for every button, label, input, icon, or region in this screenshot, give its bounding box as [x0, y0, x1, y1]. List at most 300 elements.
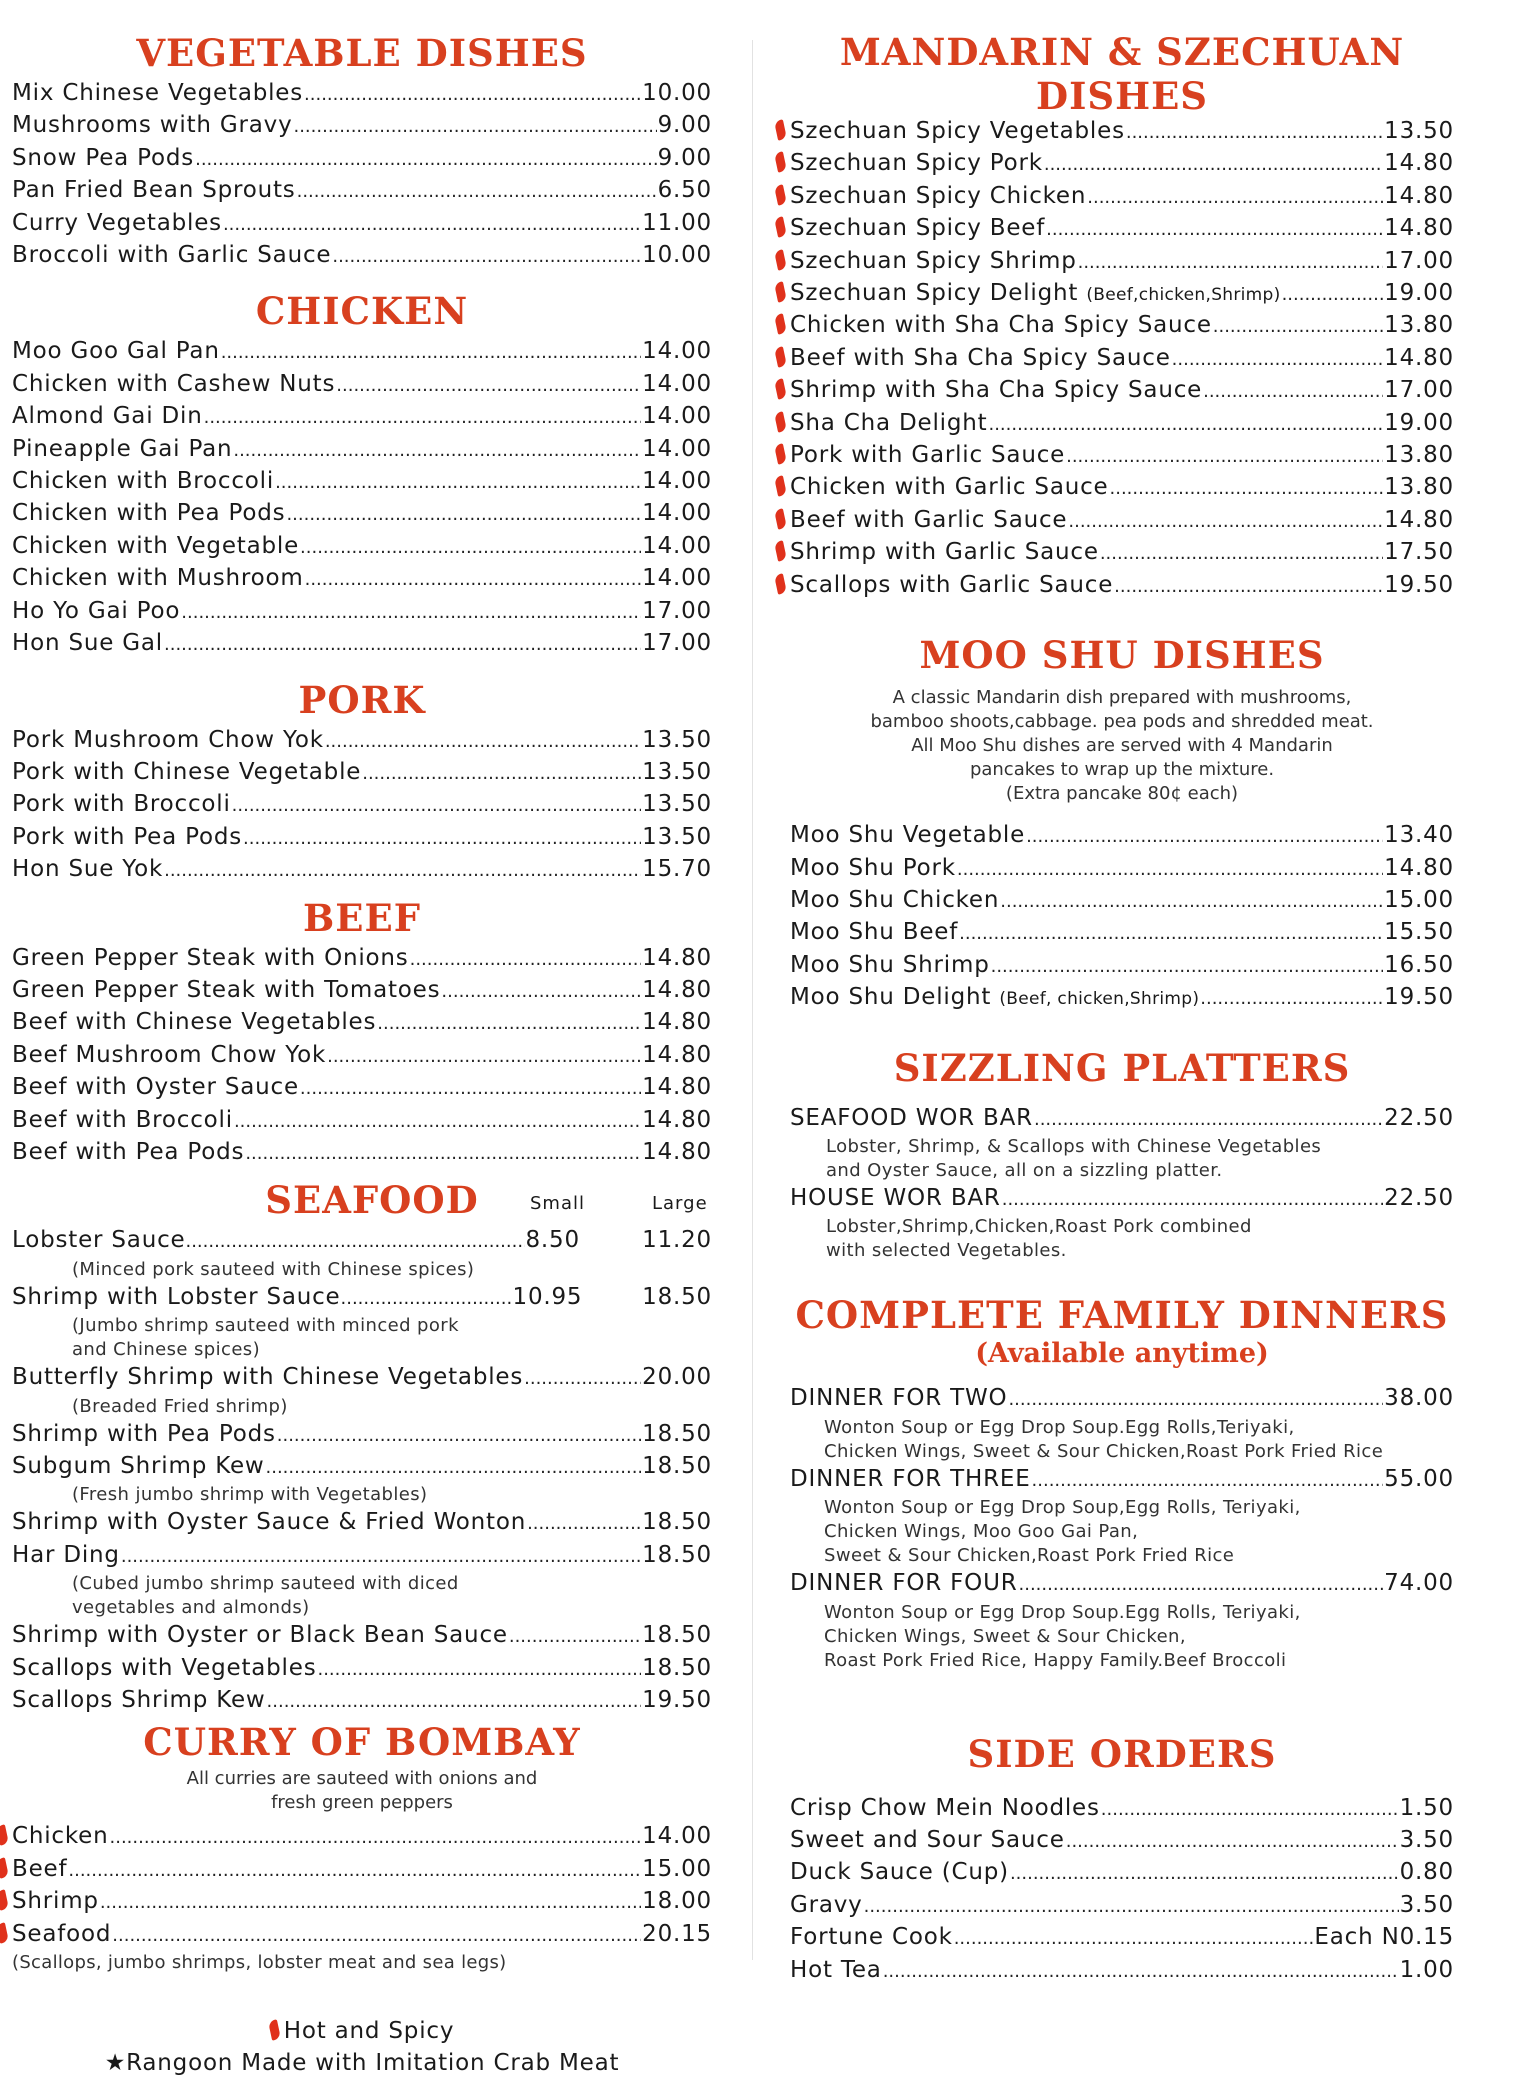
sides-title: SIDE ORDERS — [967, 1731, 1277, 1776]
item-price: 13.50 — [642, 791, 712, 818]
dot-leader — [204, 403, 642, 433]
item-name: Szechuan Spicy Pork — [790, 150, 1043, 177]
item-note: (Minced pork sauteed with Chinese spices) — [72, 1258, 475, 1280]
menu-item — [790, 917, 1454, 949]
menu-item — [12, 369, 712, 401]
menu-item — [12, 1886, 712, 1918]
menu-item — [790, 148, 1454, 180]
item-name: Moo Shu Shrimp — [790, 951, 990, 978]
item-name: Ho Yo Gai Poo — [12, 597, 181, 624]
item-name: Pineapple Gai Pan — [12, 435, 233, 462]
chili-pepper-icon — [774, 346, 787, 367]
sizzling-section — [790, 1043, 1454, 1264]
item-price: 3.50 — [1399, 1891, 1454, 1918]
dot-leader — [1044, 150, 1383, 180]
item-price: 19.50 — [1384, 571, 1454, 598]
chili-pepper-icon — [774, 476, 787, 497]
item-price: 18.00 — [642, 1888, 712, 1915]
item-price: 13.40 — [1384, 822, 1454, 849]
dot-leader — [1172, 345, 1383, 375]
curry-intro: fresh green peppers — [271, 1792, 453, 1814]
item-name: Green Pepper Steak with Onions — [12, 944, 409, 971]
item-note: Roast Pork Fried Rice, Happy Family.Beef Broccoli — [824, 1649, 1287, 1671]
item-name: Chicken with Garlic Sauce — [790, 474, 1109, 501]
menu-item: Har Ding ..... 18.50 — [12, 1540, 712, 1572]
item-name: Beef with Oyster Sauce — [12, 1074, 299, 1101]
menu-item: Shrimp with Oyster or Black Bean Sauce ..... 18.50 — [12, 1620, 712, 1652]
item-name: Moo Shu Pork — [790, 854, 956, 881]
item-name: Szechuan Spicy Chicken — [790, 182, 1087, 209]
item-price: 10.00 — [642, 80, 712, 106]
chili-pepper-icon — [774, 573, 787, 594]
menu-item — [12, 1072, 712, 1104]
chili-pepper-icon — [774, 119, 787, 140]
dot-leader — [332, 242, 641, 272]
item-extra: (Beef, chicken,Shrimp) — [999, 989, 1200, 1010]
item-name: Chicken with Broccoli — [12, 468, 275, 495]
item-note: and Chinese spices) — [72, 1339, 260, 1361]
item-price: 16.50 — [1384, 951, 1454, 978]
menu-item — [12, 1007, 712, 1039]
item-name: Beef with Sha Cha Spicy Sauce — [790, 344, 1171, 371]
item-price: 10.00 — [642, 242, 712, 269]
dot-leader — [304, 80, 641, 110]
family-section — [790, 1293, 1454, 1672]
chicken-section — [12, 286, 712, 660]
vegetable-section — [12, 28, 712, 272]
menu-item — [12, 1821, 712, 1853]
menu-item — [12, 401, 712, 433]
dot-leader — [325, 727, 641, 757]
item-name: Szechuan Spicy Beef — [790, 215, 1046, 242]
dot-leader — [286, 500, 641, 530]
left-column — [12, 28, 712, 2079]
item-price: 14.00 — [642, 565, 712, 592]
menu-item — [12, 563, 712, 595]
item-price: 15.00 — [642, 1855, 712, 1882]
item-price: 1.50 — [1399, 1794, 1454, 1821]
dot-leader — [1066, 442, 1383, 472]
dot-leader — [232, 791, 641, 821]
item-note: Wonton Soup or Egg Drop Soup.Egg Rolls,Teriyaki, — [824, 1416, 1295, 1438]
curry-list — [12, 1821, 712, 1951]
dot-leader — [954, 1924, 1314, 1954]
mooshu-section — [790, 630, 1454, 1014]
item-name: Moo Shu Beef — [790, 919, 959, 946]
menu-item — [12, 1919, 712, 1951]
item-price: 14.00 — [642, 532, 712, 559]
dot-leader — [1213, 312, 1383, 342]
chili-pepper-icon — [268, 2019, 281, 2040]
mooshu-list — [790, 820, 1454, 1014]
item-price: 14.00 — [642, 403, 712, 430]
menu-item: Shrimp with Oyster Sauce & Fried Wonton ..... 18.50 — [12, 1507, 712, 1539]
item-price: 14.80 — [642, 944, 712, 971]
item-name: Duck Sauce (Cup) — [790, 1859, 1009, 1886]
menu-item — [790, 1955, 1454, 1987]
menu-item: HOUSE WOR BAR ..... 22.50 — [790, 1183, 1454, 1215]
item-price: 14.00 — [642, 1823, 712, 1850]
menu-item — [12, 854, 712, 886]
item-name: Almond Gai Din — [12, 403, 203, 430]
menu-item — [12, 1105, 712, 1137]
menu-item — [790, 375, 1454, 407]
item-price: 15.50 — [1384, 919, 1454, 946]
item-price: 9.00 — [657, 112, 712, 139]
dot-leader — [1114, 572, 1383, 602]
chili-pepper-icon — [774, 443, 787, 464]
item-price: 14.80 — [642, 1041, 712, 1068]
dot-leader — [1066, 1827, 1399, 1857]
item-name: Broccoli with Garlic Sauce — [12, 242, 332, 269]
item-price: 19.00 — [1384, 409, 1454, 436]
curry-title: CURRY OF BOMBAY — [143, 1720, 581, 1765]
beef-list — [12, 943, 712, 1170]
item-note: Chicken Wings, Sweet & Sour Chicken, — [824, 1625, 1186, 1647]
pork-section — [12, 675, 712, 887]
item-price: 1.00 — [1399, 1956, 1454, 1983]
item-name: Shrimp with Garlic Sauce — [790, 539, 1099, 566]
item-price: 17.50 — [1384, 539, 1454, 566]
item-name: Pork with Broccoli — [12, 791, 231, 818]
chili-pepper-icon — [774, 314, 787, 335]
item-name: Beef with Garlic Sauce — [790, 506, 1068, 533]
menu-item: Shrimp with Lobster Sauce ..... 10.95 18.50 — [12, 1282, 712, 1314]
item-name: Moo Shu Chicken — [790, 886, 1000, 913]
beef-section — [12, 893, 712, 1170]
menu-item: Scallops Shrimp Kew ..... 19.50 — [12, 1685, 712, 1717]
item-name: Chicken with Cashew Nuts — [12, 370, 336, 397]
menu-item — [790, 853, 1454, 885]
item-name: Seafood — [12, 1920, 112, 1947]
menu-item — [12, 1137, 712, 1169]
mandarin-list — [790, 116, 1454, 602]
item-price: 19.50 — [1384, 984, 1454, 1011]
item-name: Szechuan Spicy Vegetables — [790, 118, 1125, 144]
legend-spicy: Hot and Spicy — [283, 2018, 455, 2045]
item-price: 14.80 — [1384, 182, 1454, 209]
item-name: Hon Sue Gal — [12, 630, 164, 657]
dot-leader — [112, 1921, 641, 1951]
chili-pepper-icon — [774, 541, 787, 562]
dot-leader — [957, 855, 1383, 885]
menu-item: Shrimp with Pea Pods ..... 18.50 — [12, 1419, 712, 1451]
item-price: 13.50 — [642, 726, 712, 753]
dot-leader — [991, 952, 1384, 982]
item-price: 11.00 — [642, 209, 712, 236]
menu-item — [12, 1854, 712, 1886]
dot-leader — [1026, 822, 1383, 852]
large-label: Large — [652, 1193, 708, 1215]
menu-item — [790, 213, 1454, 245]
chili-pepper-icon — [774, 152, 787, 173]
dot-leader — [233, 436, 641, 466]
item-name: Pork with Pea Pods — [12, 823, 243, 850]
dot-leader — [441, 977, 641, 1007]
item-name: Gravy — [790, 1891, 863, 1918]
dot-leader — [305, 565, 642, 595]
menu-item — [790, 278, 1454, 310]
item-price: 19.00 — [1384, 280, 1454, 307]
chili-pepper-icon — [774, 281, 787, 302]
dot-leader — [68, 1856, 641, 1886]
item-price: 14.80 — [642, 976, 712, 1003]
menu-item — [790, 310, 1454, 342]
menu-item: DINNER FOR THREE ..... 55.00 — [790, 1464, 1454, 1496]
item-price: 14.80 — [1384, 506, 1454, 533]
item-price: 6.50 — [657, 177, 712, 204]
item-name: Mushrooms with Gravy — [12, 112, 293, 139]
item-price: 14.00 — [642, 468, 712, 495]
item-price: 13.80 — [1384, 442, 1454, 469]
item-name: Sha Cha Delight — [790, 409, 988, 436]
dot-leader — [221, 338, 641, 368]
menu-item: SEAFOOD WOR BAR ..... 22.50 — [790, 1103, 1454, 1135]
dot-leader — [1078, 248, 1384, 278]
item-price: 14.80 — [642, 1138, 712, 1165]
menu-item — [12, 822, 712, 854]
menu-item — [790, 1825, 1454, 1857]
menu-item — [12, 240, 712, 272]
menu-item — [790, 1890, 1454, 1922]
vegetable-title: VEGETABLE DISHES — [136, 31, 588, 75]
item-name: Chicken with Sha Cha Spicy Sauce — [790, 312, 1212, 339]
dot-leader — [181, 598, 641, 628]
item-name: Chicken with Mushroom — [12, 565, 304, 592]
menu-item: DINNER FOR FOUR ..... 74.00 — [790, 1568, 1454, 1600]
dot-leader — [1101, 1795, 1399, 1825]
chili-pepper-icon — [0, 1825, 9, 1846]
mooshu-intro: A classic Mandarin dish prepared with mushrooms, bamboo shoots,cabbage. pea pods and shredded meat. All Moo Shu dishes are served with 4 Mandarin pancakes to wrap up the mixture. (Extra pancake 80¢ each) — [870, 687, 1374, 805]
item-name: Hon Sue Yok — [12, 856, 164, 883]
menu-item — [12, 531, 712, 563]
pork-list — [12, 725, 712, 887]
dot-leader — [1203, 377, 1383, 407]
item-price: 14.80 — [642, 1074, 712, 1101]
item-name: Green Pepper Steak with Tomatoes — [12, 976, 441, 1003]
menu-item — [12, 78, 712, 110]
menu-item — [12, 208, 712, 240]
right-column — [790, 28, 1454, 1987]
item-price: 14.80 — [1384, 344, 1454, 371]
menu-item: Scallops with Vegetables ..... 18.50 — [12, 1653, 712, 1685]
menu-item — [790, 537, 1454, 569]
family-subtitle: (Available anytime) — [975, 1338, 1269, 1370]
item-name: Moo Shu Vegetable — [790, 822, 1026, 849]
item-note: Chicken Wings, Moo Goo Gai Pan, — [824, 1521, 1139, 1543]
menu-item — [12, 466, 712, 498]
item-name: Shrimp — [12, 1888, 99, 1915]
dot-leader — [959, 919, 1383, 949]
item-name: Pork with Chinese Vegetable — [12, 758, 362, 785]
item-name: Shrimp with Sha Cha Spicy Sauce — [790, 377, 1203, 404]
item-name: Beef Mushroom Chow Yok — [12, 1041, 327, 1068]
menu-item — [790, 570, 1454, 602]
dot-leader — [362, 759, 641, 789]
item-price: 9.00 — [657, 144, 712, 171]
dot-leader — [243, 824, 641, 854]
menu-item: Lobster Sauce ..... 8.50 11.20 — [12, 1225, 712, 1257]
item-name: Fortune Cook — [790, 1924, 953, 1951]
item-name: Szechuan Spicy Delight — [790, 280, 1079, 307]
dot-leader — [1110, 474, 1384, 504]
mandarin-section — [790, 28, 1454, 602]
item-price: 14.80 — [1384, 150, 1454, 177]
item-price: 17.00 — [1384, 247, 1454, 274]
menu-item — [12, 1040, 712, 1072]
item-name: Crisp Chow Mein Noodles — [790, 1794, 1100, 1821]
small-label: Small — [530, 1193, 585, 1215]
menu-item — [12, 789, 712, 821]
item-price: 14.00 — [642, 500, 712, 527]
menu-item — [790, 116, 1454, 148]
menu-item — [12, 725, 712, 757]
dot-leader — [336, 371, 641, 401]
menu-item — [12, 175, 712, 207]
dot-leader — [1068, 507, 1383, 537]
dot-leader — [164, 856, 641, 886]
menu-item — [12, 596, 712, 628]
item-price: 17.00 — [642, 597, 712, 624]
item-price: 14.80 — [1384, 215, 1454, 242]
dot-leader — [327, 1042, 641, 1072]
item-name: Sweet and Sour Sauce — [790, 1826, 1065, 1853]
mandarin-title: MANDARIN & SZECHUAN — [839, 30, 1405, 74]
item-name: Snow Pea Pods — [12, 144, 195, 171]
menu-item — [790, 181, 1454, 213]
item-price: 14.00 — [642, 338, 712, 365]
item-note: vegetables and almonds) — [72, 1597, 310, 1619]
dot-leader — [1087, 183, 1383, 213]
menu-item — [790, 408, 1454, 440]
item-note: (Breaded Fried shrimp) — [72, 1395, 288, 1417]
item-price: 14.80 — [1384, 854, 1454, 881]
chili-pepper-icon — [0, 1890, 9, 1911]
dot-leader — [100, 1888, 641, 1918]
dot-leader — [300, 533, 641, 563]
item-price: 17.00 — [642, 630, 712, 657]
menu-item — [12, 628, 712, 660]
item-name: Mix Chinese Vegetables — [12, 80, 304, 106]
item-name: Beef with Pea Pods — [12, 1138, 245, 1165]
menu-item — [790, 885, 1454, 917]
item-price: Each N0.15 — [1314, 1924, 1454, 1951]
item-price: 20.15 — [642, 1920, 712, 1947]
chili-pepper-icon — [0, 1922, 9, 1943]
mooshu-title: MOO SHU DISHES — [919, 633, 1325, 678]
chili-pepper-icon — [774, 379, 787, 400]
item-note: (Fresh jumbo shrimp with Vegetables) — [72, 1484, 428, 1506]
menu-item — [790, 343, 1454, 375]
dot-leader — [988, 410, 1383, 440]
item-price: 13.50 — [642, 823, 712, 850]
seafood-title: SEAFOOD — [265, 1178, 479, 1223]
menu-item — [12, 434, 712, 466]
dot-leader — [410, 945, 642, 975]
item-price: 13.50 — [642, 758, 712, 785]
item-note: Lobster, Shrimp, & Scallops with Chinese Vegetables — [826, 1135, 1322, 1157]
item-name: Hot Tea — [790, 1956, 882, 1983]
curry-note: (Scallops, jumbo shrimps, lobster meat and sea legs) — [12, 1952, 507, 1974]
item-price: 3.50 — [1399, 1826, 1454, 1853]
dot-leader — [297, 177, 657, 207]
dot-leader — [864, 1892, 1399, 1922]
dot-leader — [377, 1009, 641, 1039]
beef-title: BEEF — [303, 895, 421, 940]
menu-item — [790, 820, 1454, 852]
item-name: Curry Vegetables — [12, 209, 222, 236]
dot-leader — [110, 1823, 642, 1853]
item-price: 13.50 — [1384, 118, 1454, 144]
curry-section — [12, 1717, 712, 1975]
item-price: 14.00 — [642, 435, 712, 462]
item-name: Chicken with Pea Pods — [12, 500, 286, 527]
menu-item — [790, 472, 1454, 504]
dot-leader — [164, 630, 641, 660]
item-name: Scallops with Garlic Sauce — [790, 571, 1114, 598]
item-name: Chicken — [12, 1823, 109, 1850]
menu-item — [790, 246, 1454, 278]
item-name: Beef with Broccoli — [12, 1106, 233, 1133]
item-price: 0.80 — [1399, 1859, 1454, 1886]
legend — [12, 2015, 712, 2079]
item-extra: (Beef,chicken,Shrimp) — [1086, 285, 1281, 306]
column-divider — [752, 40, 753, 1960]
item-price: 14.00 — [642, 370, 712, 397]
item-price: 15.70 — [642, 856, 712, 883]
dot-leader — [245, 1139, 641, 1169]
item-name: Moo Shu Delight — [790, 984, 992, 1011]
vegetable-list — [12, 78, 712, 272]
item-note: (Cubed jumbo shrimp sauteed with diced — [72, 1573, 459, 1595]
item-name: Pan Fried Bean Sprouts — [12, 177, 296, 204]
menu-item — [12, 943, 712, 975]
menu-item — [12, 143, 712, 175]
item-price: 13.80 — [1384, 474, 1454, 501]
dot-leader — [1000, 887, 1383, 917]
chicken-list — [12, 336, 712, 660]
item-note: Wonton Soup or Egg Drop Soup,Egg Rolls, Teriyaki, — [824, 1497, 1301, 1519]
dot-leader — [1126, 118, 1383, 148]
item-note: Sweet & Sour Chicken,Roast Pork Fried Rice — [824, 1545, 1235, 1567]
dot-leader — [1100, 539, 1383, 569]
dot-leader — [223, 210, 641, 240]
item-name: Pork Mushroom Chow Yok — [12, 726, 324, 753]
pork-title: PORK — [298, 677, 426, 722]
item-price: 14.80 — [642, 1106, 712, 1133]
menu-item — [790, 440, 1454, 472]
item-note: Chicken Wings, Sweet & Sour Chicken,Roast Pork Fried Rice — [824, 1440, 1384, 1462]
menu-item: Butterfly Shrimp with Chinese Vegetables ..... 20.00 — [12, 1362, 712, 1394]
chili-pepper-icon — [774, 249, 787, 270]
menu-item — [790, 1857, 1454, 1889]
dot-leader — [300, 1074, 641, 1104]
menu-item — [12, 498, 712, 530]
item-name: Chicken with Vegetable — [12, 532, 300, 559]
dot-leader — [883, 1957, 1399, 1987]
item-price: 15.00 — [1384, 886, 1454, 913]
chili-pepper-icon — [0, 1857, 9, 1878]
menu-item — [790, 1922, 1454, 1954]
sides-section — [790, 1729, 1454, 1987]
item-name: Pork with Garlic Sauce — [790, 442, 1066, 469]
dot-leader — [1200, 984, 1383, 1014]
item-price: 17.00 — [1384, 377, 1454, 404]
menu-item — [790, 505, 1454, 537]
dot-leader — [1010, 1859, 1399, 1889]
menu-item — [790, 1793, 1454, 1825]
curry-intro: All curries are sauteed with onions and — [186, 1768, 538, 1790]
